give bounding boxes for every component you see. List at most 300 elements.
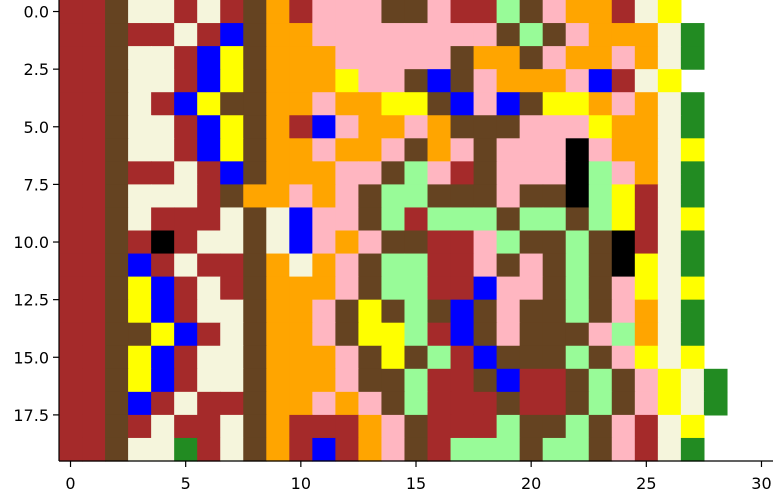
heatmap-cell-light-green — [404, 300, 428, 324]
heatmap-cell-brown — [289, 415, 313, 439]
heatmap-cell-cream — [658, 138, 682, 162]
heatmap-cell-light-green — [381, 207, 405, 231]
heatmap-cell-dark-brown — [243, 138, 267, 162]
heatmap-cell-orange — [289, 69, 313, 93]
heatmap-cell-orange — [635, 46, 659, 70]
heatmap-cell-orange — [589, 46, 613, 70]
heatmap-cell-pink — [335, 0, 359, 24]
heatmap-cell-pink — [335, 23, 359, 47]
heatmap-cell-dark-brown — [381, 0, 405, 24]
heatmap-cell-cream — [658, 300, 682, 324]
heatmap-cell-brown — [451, 415, 475, 439]
heatmap-cell-pink — [312, 0, 336, 24]
heatmap-cell-brown — [197, 207, 221, 231]
heatmap-cell-light-green — [404, 277, 428, 301]
heatmap-cell-brown — [128, 23, 152, 47]
heatmap-cell-pink — [289, 184, 313, 208]
heatmap-cell-cream — [658, 92, 682, 116]
heatmap-cell-brown — [543, 392, 567, 416]
heatmap-cell-orange — [266, 0, 290, 24]
heatmap-cell-orange — [266, 369, 290, 393]
x-tick-label: 20 — [520, 474, 542, 493]
heatmap-cell-orange — [289, 46, 313, 70]
heatmap-cell-orange — [266, 392, 290, 416]
heatmap-cell-dark-brown — [105, 323, 129, 347]
heatmap-cell-orange — [358, 415, 382, 439]
heatmap-cell-light-green — [428, 346, 452, 370]
heatmap-cell-light-green — [497, 231, 521, 255]
heatmap-cell-dark-brown — [543, 231, 567, 255]
heatmap-cell-cream — [174, 184, 198, 208]
heatmap-cell-brown — [82, 369, 106, 393]
heatmap-cell-orange — [381, 115, 405, 139]
heatmap-cell-brown — [197, 161, 221, 185]
heatmap-cell-green — [681, 438, 705, 462]
heatmap-cell-dark-brown — [220, 184, 244, 208]
heatmap-cell-orange — [289, 369, 313, 393]
heatmap-cell-brown — [474, 415, 498, 439]
heatmap-cell-brown — [428, 231, 452, 255]
heatmap-cell-orange — [612, 23, 636, 47]
heatmap-cell-pink — [474, 254, 498, 278]
heatmap-cell-dark-brown — [381, 369, 405, 393]
heatmap-cell-orange — [266, 415, 290, 439]
heatmap-cell-yellow — [612, 207, 636, 231]
heatmap-cell-yellow — [681, 346, 705, 370]
heatmap-cells — [59, 0, 728, 462]
heatmap-cell-brown — [82, 277, 106, 301]
heatmap-cell-brown — [174, 277, 198, 301]
heatmap-cell-light-green — [428, 207, 452, 231]
heatmap-cell-yellow — [404, 92, 428, 116]
heatmap-cell-dark-brown — [243, 69, 267, 93]
heatmap-cell-pink — [497, 300, 521, 324]
heatmap-cell-cream — [128, 184, 152, 208]
heatmap-cell-pink — [520, 161, 544, 185]
heatmap-cell-dark-brown — [589, 277, 613, 301]
heatmap-cell-brown — [474, 0, 498, 24]
heatmap-cell-cream — [128, 115, 152, 139]
heatmap-cell-brown — [59, 138, 83, 162]
heatmap-cell-brown — [59, 231, 83, 255]
heatmap-cell-orange — [312, 277, 336, 301]
heatmap-cell-cream — [658, 277, 682, 301]
heatmap-cell-pink — [497, 323, 521, 347]
heatmap-cell-brown — [220, 277, 244, 301]
heatmap-cell-pink — [635, 392, 659, 416]
heatmap-cell-blue — [151, 277, 175, 301]
heatmap-cell-cream — [658, 161, 682, 185]
heatmap-cell-pink — [566, 23, 590, 47]
heatmap-cell-orange — [266, 300, 290, 324]
heatmap-cell-brown — [220, 0, 244, 24]
heatmap-cell-light-green — [566, 254, 590, 278]
heatmap-cell-dark-brown — [243, 161, 267, 185]
heatmap-cell-dark-brown — [474, 115, 498, 139]
heatmap-cell-brown — [404, 207, 428, 231]
heatmap-cell-brown — [220, 392, 244, 416]
heatmap-cell-cream — [174, 23, 198, 47]
heatmap-cell-dark-brown — [497, 207, 521, 231]
heatmap-cell-dark-brown — [243, 115, 267, 139]
heatmap-cell-dark-brown — [105, 69, 129, 93]
heatmap-cell-brown — [289, 0, 313, 24]
heatmap-cell-brown — [151, 23, 175, 47]
heatmap-cell-pink — [451, 23, 475, 47]
heatmap-cell-dark-brown — [520, 415, 544, 439]
heatmap-cell-cream — [128, 92, 152, 116]
heatmap-cell-blue — [474, 277, 498, 301]
heatmap-cell-brown — [82, 207, 106, 231]
heatmap-cell-light-green — [451, 207, 475, 231]
heatmap-cell-cream — [220, 300, 244, 324]
heatmap-cell-cream — [151, 115, 175, 139]
heatmap-cell-brown — [59, 392, 83, 416]
heatmap-cell-brown — [197, 438, 221, 462]
heatmap-cell-yellow — [220, 46, 244, 70]
heatmap-cell-yellow — [220, 115, 244, 139]
heatmap-cell-dark-brown — [105, 161, 129, 185]
heatmap-cell-pink — [335, 369, 359, 393]
heatmap-cell-pink — [335, 161, 359, 185]
heatmap-cell-brown — [128, 161, 152, 185]
heatmap-cell-cream — [658, 254, 682, 278]
heatmap-cell-cream — [151, 69, 175, 93]
heatmap-cell-brown — [428, 323, 452, 347]
heatmap-cell-pink — [520, 115, 544, 139]
heatmap-cell-brown — [520, 392, 544, 416]
heatmap-cell-yellow — [681, 277, 705, 301]
heatmap-cell-blue — [128, 254, 152, 278]
heatmap-cell-brown — [82, 69, 106, 93]
heatmap-cell-yellow — [128, 369, 152, 393]
heatmap-cell-yellow — [381, 346, 405, 370]
heatmap-cell-dark-brown — [358, 346, 382, 370]
heatmap-cell-cream — [197, 277, 221, 301]
heatmap-cell-orange — [358, 138, 382, 162]
heatmap-cell-dark-brown — [105, 369, 129, 393]
heatmap-cell-dark-brown — [474, 138, 498, 162]
heatmap-cell-pink — [335, 254, 359, 278]
heatmap-cell-dark-brown — [543, 346, 567, 370]
heatmap-cell-brown — [82, 161, 106, 185]
heatmap-cell-orange — [335, 138, 359, 162]
heatmap-cell-orange — [566, 46, 590, 70]
heatmap-cell-pink — [312, 207, 336, 231]
heatmap-cell-orange — [589, 23, 613, 47]
heatmap-cell-cream — [151, 184, 175, 208]
heatmap-cell-black — [566, 184, 590, 208]
heatmap-cell-dark-brown — [589, 415, 613, 439]
heatmap-cell-dark-brown — [520, 231, 544, 255]
heatmap-cell-light-green — [404, 392, 428, 416]
y-tick-label: 17.5 — [13, 405, 49, 425]
heatmap-cell-light-green — [381, 184, 405, 208]
heatmap-cell-light-green — [566, 231, 590, 255]
heatmap-cell-cream — [635, 0, 659, 24]
heatmap-cell-light-green — [589, 369, 613, 393]
heatmap-cell-brown — [312, 415, 336, 439]
heatmap-cell-pink — [358, 0, 382, 24]
heatmap-cell-dark-brown — [243, 346, 267, 370]
heatmap-cell-pink — [474, 231, 498, 255]
heatmap-cell-yellow — [681, 138, 705, 162]
heatmap-cell-pink — [451, 138, 475, 162]
heatmap-cell-orange — [635, 300, 659, 324]
heatmap-cell-dark-brown — [566, 369, 590, 393]
heatmap-cell-dark-brown — [243, 23, 267, 47]
heatmap-cell-black — [612, 231, 636, 255]
heatmap-cell-brown — [197, 184, 221, 208]
heatmap-cell-pink — [404, 46, 428, 70]
heatmap-cell-dark-brown — [105, 207, 129, 231]
heatmap-cell-brown — [289, 115, 313, 139]
heatmap-cell-brown — [128, 231, 152, 255]
heatmap-cell-pink — [589, 323, 613, 347]
heatmap-cell-pink — [612, 346, 636, 370]
heatmap-cell-cream — [128, 69, 152, 93]
heatmap-cell-light-green — [497, 415, 521, 439]
heatmap-cell-dark-brown — [243, 438, 267, 462]
heatmap-cell-cream — [128, 46, 152, 70]
heatmap-cell-yellow — [658, 392, 682, 416]
heatmap-cell-yellow — [635, 254, 659, 278]
heatmap-cell-cream — [197, 346, 221, 370]
heatmap-cell-orange — [289, 392, 313, 416]
heatmap-cell-orange — [474, 46, 498, 70]
heatmap-cell-pink — [520, 138, 544, 162]
heatmap-cell-pink — [428, 0, 452, 24]
heatmap-cell-cream — [266, 207, 290, 231]
heatmap-cell-orange — [635, 92, 659, 116]
heatmap-cell-orange — [428, 115, 452, 139]
heatmap-cell-cream — [220, 231, 244, 255]
heatmap-cell-cream — [658, 115, 682, 139]
heatmap-cell-light-green — [404, 161, 428, 185]
heatmap-cell-dark-brown — [105, 346, 129, 370]
heatmap-cell-brown — [451, 392, 475, 416]
heatmap-cell-pink — [312, 92, 336, 116]
heatmap-cell-brown — [451, 346, 475, 370]
heatmap-cell-cream — [635, 69, 659, 93]
heatmap-cell-cream — [128, 138, 152, 162]
heatmap-cell-brown — [59, 438, 83, 462]
heatmap-cell-brown — [335, 415, 359, 439]
heatmap-cell-brown — [151, 254, 175, 278]
heatmap-cell-yellow — [128, 346, 152, 370]
heatmap-cell-dark-brown — [381, 231, 405, 255]
heatmap-cell-brown — [289, 438, 313, 462]
heatmap-cell-cream — [128, 438, 152, 462]
heatmap-cell-pink — [358, 392, 382, 416]
heatmap-cell-cream — [289, 254, 313, 278]
heatmap-cell-dark-brown — [566, 392, 590, 416]
heatmap-cell-pink — [543, 161, 567, 185]
heatmap-cell-dark-brown — [243, 300, 267, 324]
heatmap-cell-brown — [59, 46, 83, 70]
heatmap-cell-dark-brown — [520, 323, 544, 347]
heatmap-cell-brown — [520, 369, 544, 393]
heatmap-cell-light-green — [520, 23, 544, 47]
heatmap-cell-brown — [543, 369, 567, 393]
heatmap-cell-blue — [312, 438, 336, 462]
heatmap-cell-pink — [543, 0, 567, 24]
heatmap-cell-dark-brown — [381, 161, 405, 185]
heatmap-cell-dark-brown — [358, 369, 382, 393]
x-tick-label: 0 — [65, 474, 76, 493]
heatmap-cell-yellow — [220, 138, 244, 162]
heatmap-cell-dark-brown — [451, 184, 475, 208]
heatmap-cell-orange — [266, 92, 290, 116]
heatmap-cell-dark-brown — [474, 300, 498, 324]
heatmap-cell-orange — [266, 323, 290, 347]
heatmap-cell-orange — [358, 92, 382, 116]
heatmap-cell-brown — [635, 231, 659, 255]
heatmap-cell-brown — [197, 392, 221, 416]
heatmap-cell-brown — [612, 69, 636, 93]
heatmap-cell-orange — [312, 69, 336, 93]
heatmap-cell-blue — [451, 300, 475, 324]
heatmap-cell-brown — [59, 115, 83, 139]
heatmap-cell-light-green — [474, 438, 498, 462]
heatmap-cell-brown — [635, 415, 659, 439]
y-tick-label: 2.5 — [23, 60, 49, 80]
heatmap-cell-light-green — [404, 369, 428, 393]
heatmap-cell-brown — [451, 277, 475, 301]
heatmap-cell-cream — [151, 415, 175, 439]
heatmap-cell-dark-brown — [128, 323, 152, 347]
heatmap-cell-pink — [612, 300, 636, 324]
heatmap-cell-green — [681, 92, 705, 116]
heatmap-cell-brown — [428, 438, 452, 462]
heatmap-cell-orange — [266, 277, 290, 301]
heatmap-cell-dark-brown — [474, 323, 498, 347]
heatmap-cell-pink — [428, 161, 452, 185]
heatmap-cell-pink — [520, 277, 544, 301]
heatmap-cell-brown — [82, 346, 106, 370]
heatmap-cell-cream — [220, 369, 244, 393]
heatmap-cell-pink — [381, 46, 405, 70]
heatmap-cell-cream — [220, 415, 244, 439]
heatmap-cell-dark-brown — [589, 346, 613, 370]
y-tick-label: 7.5 — [23, 175, 49, 195]
heatmap-cell-dark-brown — [404, 231, 428, 255]
heatmap-cell-dark-brown — [543, 277, 567, 301]
heatmap-cell-light-green — [381, 277, 405, 301]
heatmap-cell-dark-brown — [520, 300, 544, 324]
heatmap-cell-brown — [82, 92, 106, 116]
heatmap-cell-dark-brown — [404, 438, 428, 462]
heatmap-cell-brown — [82, 254, 106, 278]
heatmap-cell-pink — [404, 115, 428, 139]
heatmap-cell-pink — [566, 115, 590, 139]
heatmap-cell-yellow — [128, 300, 152, 324]
heatmap-cell-dark-brown — [243, 369, 267, 393]
heatmap-cell-pink — [520, 254, 544, 278]
heatmap-cell-yellow — [635, 346, 659, 370]
heatmap-cell-brown — [635, 207, 659, 231]
heatmap-cell-cream — [658, 184, 682, 208]
heatmap-cell-orange — [266, 46, 290, 70]
y-tick-label: 5.0 — [23, 117, 49, 137]
heatmap-cell-pink — [497, 161, 521, 185]
heatmap-cell-orange — [335, 231, 359, 255]
heatmap-cell-dark-brown — [358, 277, 382, 301]
heatmap-cell-orange — [266, 23, 290, 47]
heatmap-cell-brown — [220, 254, 244, 278]
heatmap-cell-green — [681, 23, 705, 47]
heatmap-cell-dark-brown — [589, 438, 613, 462]
heatmap-cell-dark-brown — [243, 0, 267, 24]
heatmap-cell-dark-brown — [566, 207, 590, 231]
heatmap-cell-blue — [497, 92, 521, 116]
heatmap-cell-pink — [358, 69, 382, 93]
heatmap-cell-orange — [266, 138, 290, 162]
heatmap-cell-brown — [59, 346, 83, 370]
heatmap-cell-dark-brown — [220, 92, 244, 116]
heatmap-cell-brown — [82, 23, 106, 47]
heatmap-cell-dark-brown — [105, 115, 129, 139]
heatmap-cell-blue — [220, 23, 244, 47]
heatmap-cell-dark-brown — [243, 207, 267, 231]
heatmap-cell-brown — [82, 392, 106, 416]
heatmap-cell-light-green — [589, 184, 613, 208]
y-tick-label: 15.0 — [13, 348, 49, 368]
heatmap-cell-dark-brown — [335, 323, 359, 347]
heatmap-cell-brown — [82, 438, 106, 462]
heatmap-cell-light-green — [566, 438, 590, 462]
heatmap-cell-orange — [612, 138, 636, 162]
heatmap-cell-brown — [59, 161, 83, 185]
heatmap-cell-brown — [197, 23, 221, 47]
heatmap-cell-orange — [635, 161, 659, 185]
heatmap-cell-pink — [497, 184, 521, 208]
heatmap-cell-pink — [381, 415, 405, 439]
heatmap-cell-brown — [82, 46, 106, 70]
heatmap-cell-orange — [289, 277, 313, 301]
heatmap-cell-brown — [428, 277, 452, 301]
heatmap-cell-blue — [220, 161, 244, 185]
heatmap-cell-cream — [658, 46, 682, 70]
heatmap-cell-dark-brown — [105, 254, 129, 278]
y-axis — [13, 3, 59, 425]
heatmap-cell-pink — [358, 23, 382, 47]
heatmap-cell-yellow — [220, 69, 244, 93]
x-axis — [65, 461, 771, 493]
heatmap-cell-cream — [658, 23, 682, 47]
heatmap-cell-orange — [635, 23, 659, 47]
heatmap-cell-brown — [59, 23, 83, 47]
heatmap-cell-dark-brown — [520, 438, 544, 462]
heatmap-cell-orange — [358, 438, 382, 462]
heatmap-cell-dark-brown — [404, 0, 428, 24]
heatmap-cell-dark-brown — [105, 300, 129, 324]
heatmap-cell-brown — [451, 369, 475, 393]
heatmap-cell-brown — [59, 300, 83, 324]
heatmap-cell-orange — [289, 23, 313, 47]
heatmap-cell-blue — [174, 92, 198, 116]
heatmap-cell-blue — [197, 138, 221, 162]
heatmap-cell-orange — [289, 346, 313, 370]
y-tick-label: 10.0 — [13, 233, 49, 253]
heatmap-cell-blue — [312, 115, 336, 139]
heatmap-cell-dark-brown — [243, 231, 267, 255]
heatmap-cell-dark-brown — [105, 392, 129, 416]
heatmap-cell-pink — [543, 138, 567, 162]
heatmap-cell-brown — [82, 0, 106, 24]
heatmap-cell-dark-brown — [497, 115, 521, 139]
heatmap-cell-brown — [174, 0, 198, 24]
